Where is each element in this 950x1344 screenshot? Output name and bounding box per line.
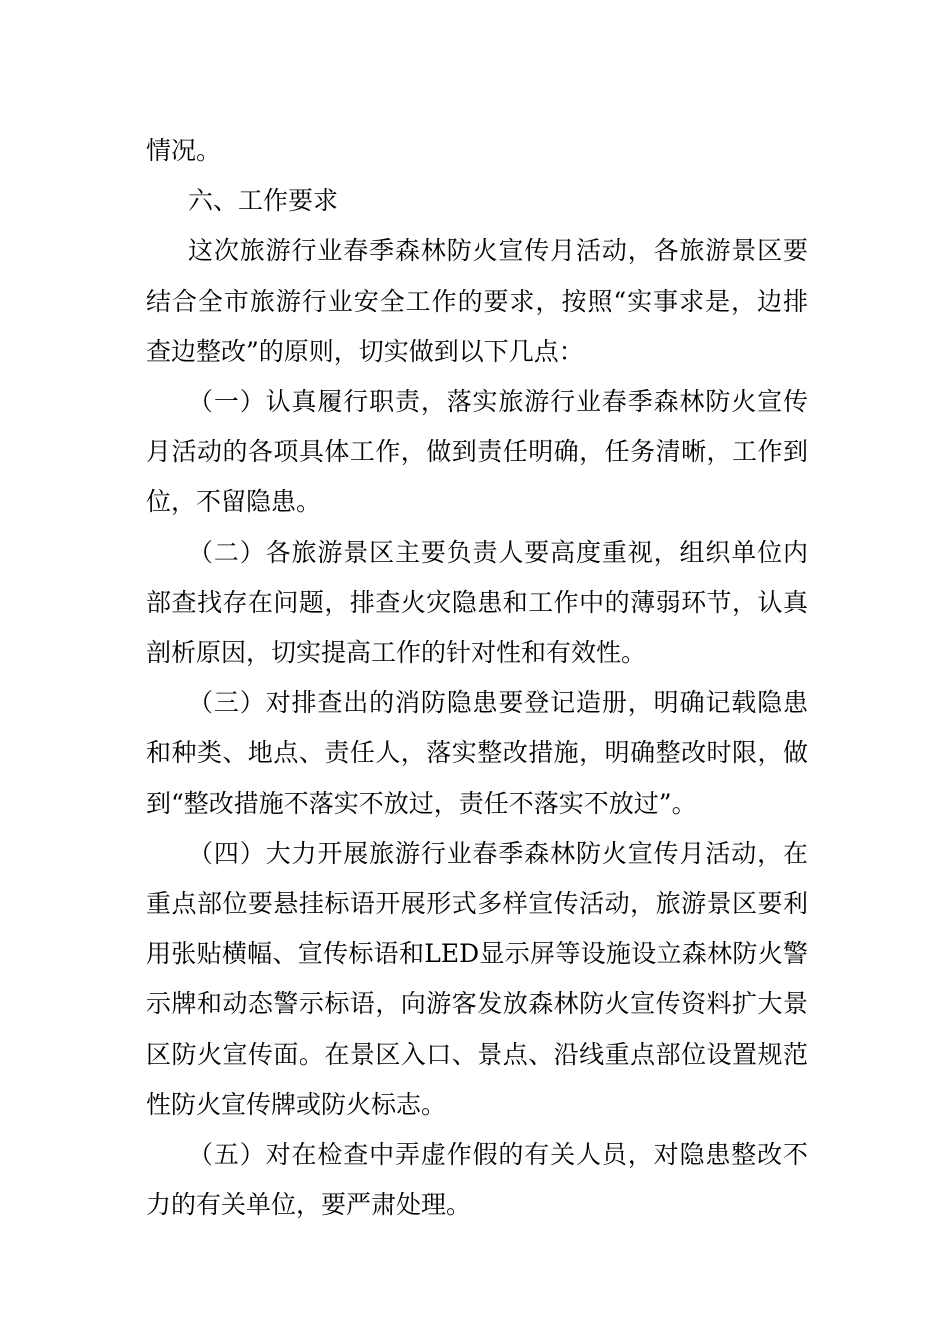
paragraph-item-4: （四）大力开展旅游行业春季森林防火宣传月活动，在重点部位要悬挂标语开展形式多样宣传活动，旅游景区要利用张贴横幅、宣传标语和LED显示屏等设施设立森林防火警示牌和动态警示标语，向游客发放森林防火宣传资料扩大景区防火宣传面。在景区入口、景点、沿线重点部位设置规范性防火宣传牌或防火标志。 [146, 838, 808, 1119]
document-body [146, 126, 808, 1230]
paragraph-intro: 这次旅游行业春季森林防火宣传月活动，各旅游景区要结合全市旅游行业安全工作的要求，按照“实事求是，边排查边整改”的原则，切实做到以下几点： [146, 236, 808, 366]
paragraph-continuation: 情况。 [146, 136, 222, 165]
paragraph-item-1: （一）认真履行职责，落实旅游行业春季森林防火宣传月活动的各项具体工作，做到责任明确，任务清晰，工作到位，不留隐患。 [146, 387, 808, 517]
section-heading-work-requirements: 六、工作要求 [188, 186, 339, 216]
paragraph-item-3: （三）对排查出的消防隐患要登记造册，明确记载隐患和种类、地点、责任人，落实整改措施，明确整改时限，做到“整改措施不落实不放过，责任不落实不放过”。 [146, 688, 808, 818]
paragraph-item-2: （二）各旅游景区主要负责人要高度重视，组织单位内部查找存在问题，排查火灾隐患和工作中的薄弱环节，认真剖析原因，切实提高工作的针对性和有效性。 [146, 537, 808, 668]
paragraph-item-5: （五）对在检查中弄虚作假的有关人员，对隐患整改不力的有关单位，要严肃处理。 [146, 1140, 808, 1220]
